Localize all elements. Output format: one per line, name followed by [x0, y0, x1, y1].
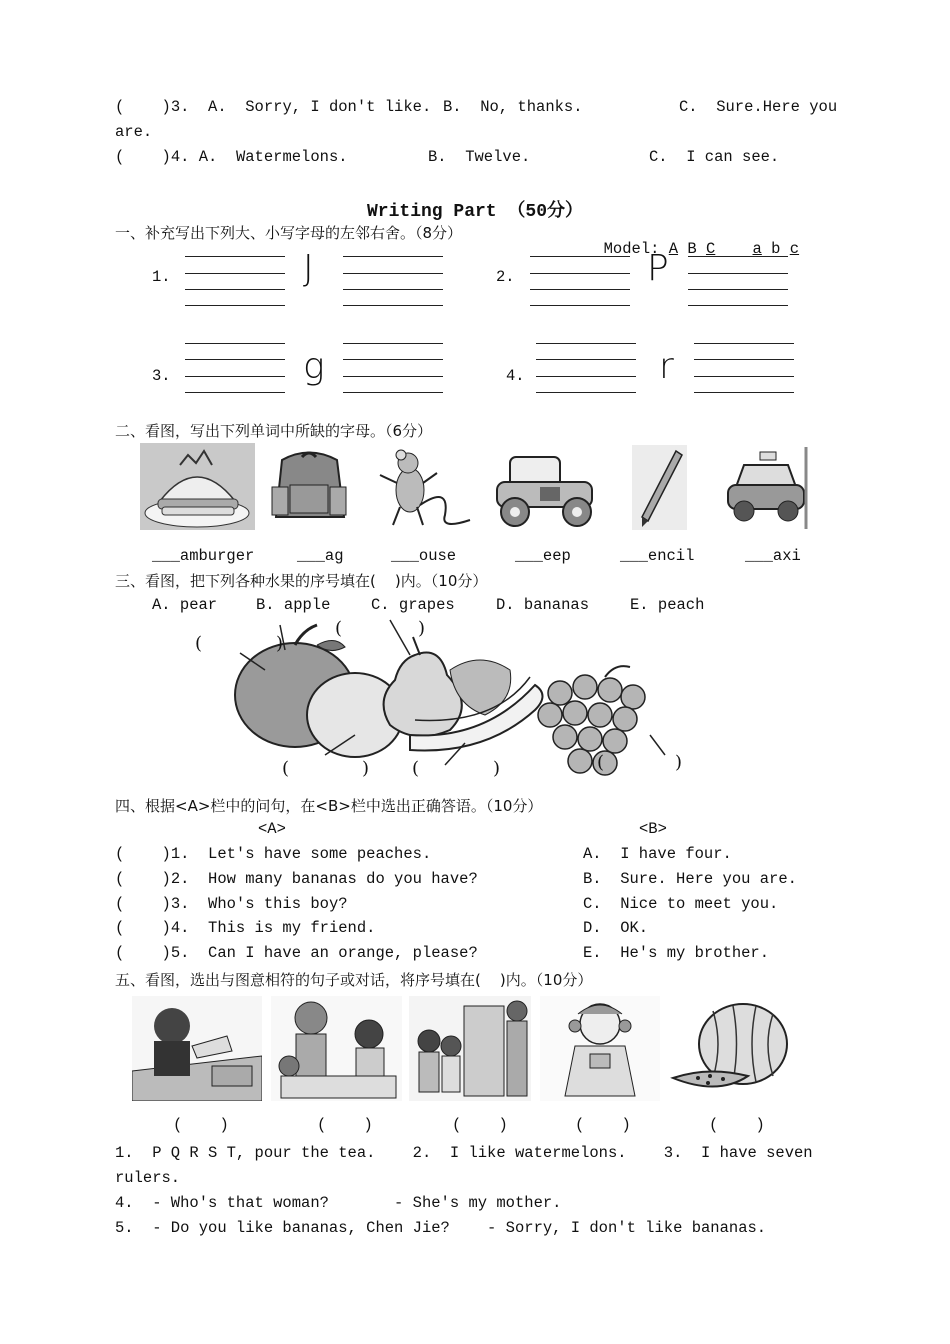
write-line[interactable] [688, 305, 788, 306]
word-blank: ___axi [745, 547, 801, 565]
write-line[interactable] [343, 256, 443, 257]
word-blank: ___encil [620, 547, 695, 565]
write-line[interactable] [185, 392, 285, 393]
sentence-line: rulers. [115, 1169, 181, 1187]
word-blank: ___ouse [391, 547, 457, 565]
write-line[interactable] [530, 289, 630, 290]
col-a-header: <A> [258, 820, 286, 838]
sec1-model: Model: A B C a b c [603, 240, 800, 258]
write-line[interactable] [694, 343, 794, 344]
sentence-line: 4. - Who's that woman? - She's my mother. [115, 1194, 562, 1212]
fruit-option: C. grapes [371, 596, 455, 614]
fruits-illustration [185, 615, 705, 785]
match-answer: E. He's my brother. [583, 944, 770, 962]
listening-q3-wrap: are. [115, 123, 153, 141]
match-answer: D. OK. [583, 919, 649, 937]
write-line[interactable] [343, 343, 443, 344]
scene-watermelon-icon [668, 996, 790, 1101]
write-line[interactable] [530, 256, 630, 257]
sec5-heading: 五、看图，选出与图意相符的句子或对话，将序号填在( )内。（10分） [115, 971, 593, 989]
sec1-item-num: 2. [496, 268, 515, 286]
listening-q4: ( )4. A. Watermelons. [115, 148, 348, 166]
write-line[interactable] [536, 359, 636, 360]
sentence-line: 5. - Do you like bananas, Chen Jie? - Sorry, I don't like bananas. [115, 1219, 767, 1237]
fruit-paren: ) [276, 633, 284, 654]
write-line[interactable] [694, 376, 794, 377]
fruit-paren: ( [282, 758, 290, 779]
sec1-item-num: 1. [152, 268, 171, 286]
scene-bananas-dialogue-icon [271, 996, 402, 1101]
write-line[interactable] [688, 273, 788, 274]
answer-paren[interactable]: ( ) [173, 1116, 229, 1134]
scene-boy-rulers-icon [132, 996, 262, 1101]
fruit-paren: ) [675, 752, 683, 773]
write-line[interactable] [688, 256, 788, 257]
pencil-icon [632, 445, 687, 530]
taxi-icon [722, 447, 810, 529]
answer-paren[interactable]: ( ) [709, 1116, 765, 1134]
listening-q3-option-c: C. Sure.Here you [679, 98, 838, 116]
match-answer: A. I have four. [583, 845, 732, 863]
fruit-option: A. pear [152, 596, 218, 614]
word-blank: ___eep [515, 547, 571, 565]
write-line[interactable] [185, 305, 285, 306]
listening-q3: ( )3. A. Sorry, I don't like. [115, 98, 432, 116]
write-line[interactable] [185, 256, 285, 257]
write-line[interactable] [694, 392, 794, 393]
match-row: ( )3. Who's this boy? [115, 895, 348, 913]
scene-woman-mother-icon [409, 996, 531, 1101]
sec1-letter: J [303, 248, 314, 289]
match-row: ( )2. How many bananas do you have? [115, 870, 478, 888]
sec1-letter: g [303, 346, 325, 387]
match-row: ( )4. This is my friend. [115, 919, 376, 937]
col-b-header: <B> [639, 820, 667, 838]
answer-paren[interactable]: ( ) [452, 1116, 508, 1134]
match-answer: C. Nice to meet you. [583, 895, 779, 913]
listening-q3-option-b: B. No, thanks. [443, 98, 583, 116]
word-blank: ___ag [297, 547, 344, 565]
sec1-item-num: 4. [506, 367, 525, 385]
fruit-option: B. apple [256, 596, 331, 614]
match-answer: B. Sure. Here you are. [583, 870, 797, 888]
mouse-icon [375, 445, 475, 530]
fruit-paren: ) [362, 758, 370, 779]
hamburger-icon [140, 443, 255, 530]
fruit-option: D. bananas [496, 596, 590, 614]
sec1-letter: P [647, 248, 669, 289]
answer-paren[interactable]: ( ) [575, 1116, 631, 1134]
sec2-heading: 二、看图，写出下列单词中所缺的字母。（6分） [115, 422, 433, 440]
write-line[interactable] [343, 305, 443, 306]
write-line[interactable] [343, 392, 443, 393]
writing-part-title: Writing Part （50分） [366, 202, 584, 222]
write-line[interactable] [536, 343, 636, 344]
listening-q4-option-c: C. I can see. [649, 148, 780, 166]
fruit-paren: ) [418, 618, 426, 639]
write-line[interactable] [343, 289, 443, 290]
write-line[interactable] [343, 273, 443, 274]
fruit-option: E. peach [630, 596, 705, 614]
write-line[interactable] [530, 273, 630, 274]
fruit-paren: ( [195, 633, 203, 654]
write-line[interactable] [185, 359, 285, 360]
scene-girl-tea-icon [540, 996, 660, 1101]
answer-paren[interactable]: ( ) [317, 1116, 373, 1134]
jeep-icon [485, 447, 605, 532]
match-row: ( )1. Let's have some peaches. [115, 845, 432, 863]
write-line[interactable] [185, 376, 285, 377]
sec3-heading: 三、看图，把下列各种水果的序号填在( )内。（10分） [115, 572, 488, 590]
fruit-paren: ) [493, 758, 501, 779]
fruit-paren: ( [412, 758, 420, 779]
write-line[interactable] [530, 305, 630, 306]
write-line[interactable] [185, 289, 285, 290]
bag-icon [262, 445, 357, 525]
match-row: ( )5. Can I have an orange, please? [115, 944, 478, 962]
sentence-line: 1. P Q R S T, pour the tea. 2. I like watermelons. 3. I have seven [115, 1144, 813, 1162]
sec1-item-num: 3. [152, 367, 171, 385]
write-line[interactable] [343, 359, 443, 360]
write-line[interactable] [536, 376, 636, 377]
sec1-letter: r [659, 346, 674, 387]
write-line[interactable] [185, 273, 285, 274]
write-line[interactable] [343, 376, 443, 377]
sec4-heading: 四、根据<A>栏中的问句，在<B>栏中选出正确答语。（10分） [115, 797, 543, 815]
sec1-heading: 一、补充写出下列大、小写字母的左邻右舍。（8分） [115, 224, 463, 242]
word-blank: ___amburger [152, 547, 255, 565]
write-line[interactable] [536, 392, 636, 393]
write-line[interactable] [688, 289, 788, 290]
fruit-paren: ( [597, 752, 605, 773]
fruit-paren: ( [335, 618, 343, 639]
write-line[interactable] [694, 359, 794, 360]
write-line[interactable] [185, 343, 285, 344]
listening-q4-option-b: B. Twelve. [428, 148, 531, 166]
